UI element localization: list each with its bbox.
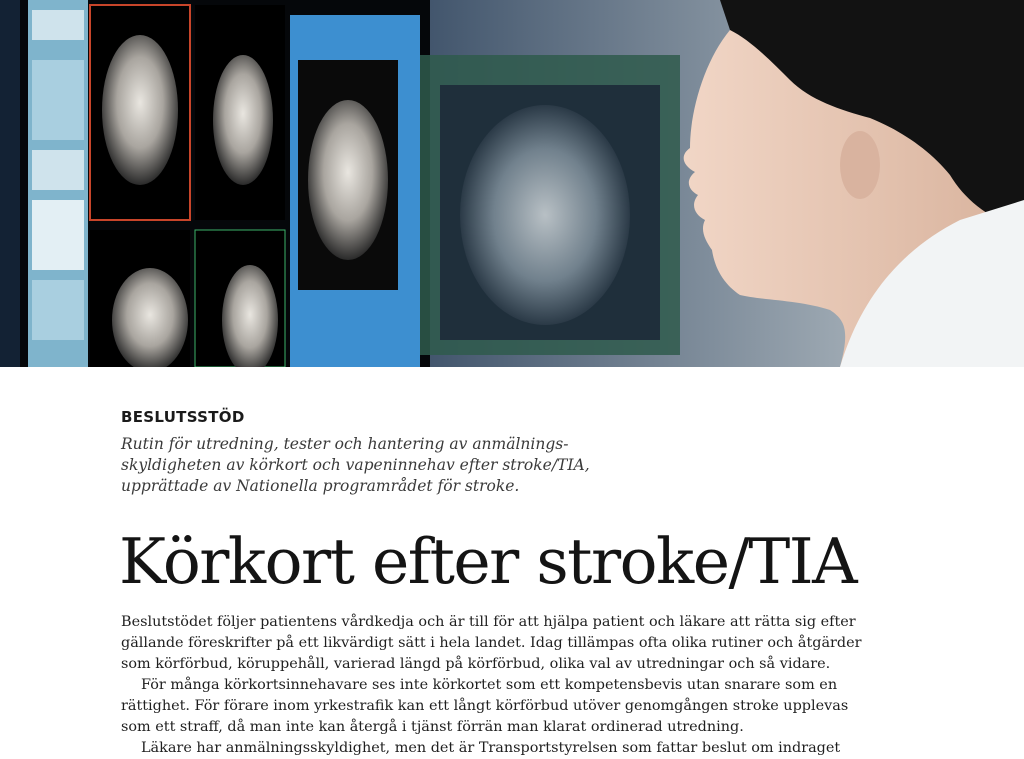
mri-monitors-illustration <box>0 0 1024 367</box>
article-title: Körkort efter stroke/TIA <box>119 525 857 598</box>
section-kicker: BESLUTSSTÖD <box>121 408 245 426</box>
lead-line: upprättade av Nationella programrådet för stroke. <box>121 477 520 495</box>
article-body <box>121 612 901 759</box>
hero-photo <box>0 0 1024 367</box>
body-line: För många körkortsinnehavare ses inte körkortet som ett kompetensbevis utan snarare som en <box>141 677 838 693</box>
lead-line: skyldigheten av körkort och vapeninnehav efter stroke/TIA, <box>121 456 590 474</box>
body-line: som ett straff, då man inte kan återgå i tjänst förrän man klarat ordinerad utredning. <box>121 719 744 735</box>
lead-paragraph <box>121 434 591 497</box>
body-line: rättighet. För förare inom yrkestrafik kan ett långt körförbud utöver genomgången stroke upplevas <box>121 698 849 714</box>
body-line: gällande föreskrifter på ett likvärdigt sätt i hela landet. Idag tillämpas ofta olika rutiner och åtgärder <box>121 635 862 651</box>
body-line: Beslutstödet följer patientens vårdkedja och är till för att hjälpa patient och läkare att rätta sig efter <box>121 614 856 630</box>
body-line: Läkare har anmälningsskyldighet, men det är Transportstyrelsen som fattar beslut om indraget <box>141 740 841 756</box>
body-line: som körförbud, köruppehåll, varierad längd på körförbud, olika val av utredningar och så vidare. <box>121 656 831 672</box>
lead-line: Rutin för utredning, tester och hantering av anmälnings- <box>121 435 569 453</box>
